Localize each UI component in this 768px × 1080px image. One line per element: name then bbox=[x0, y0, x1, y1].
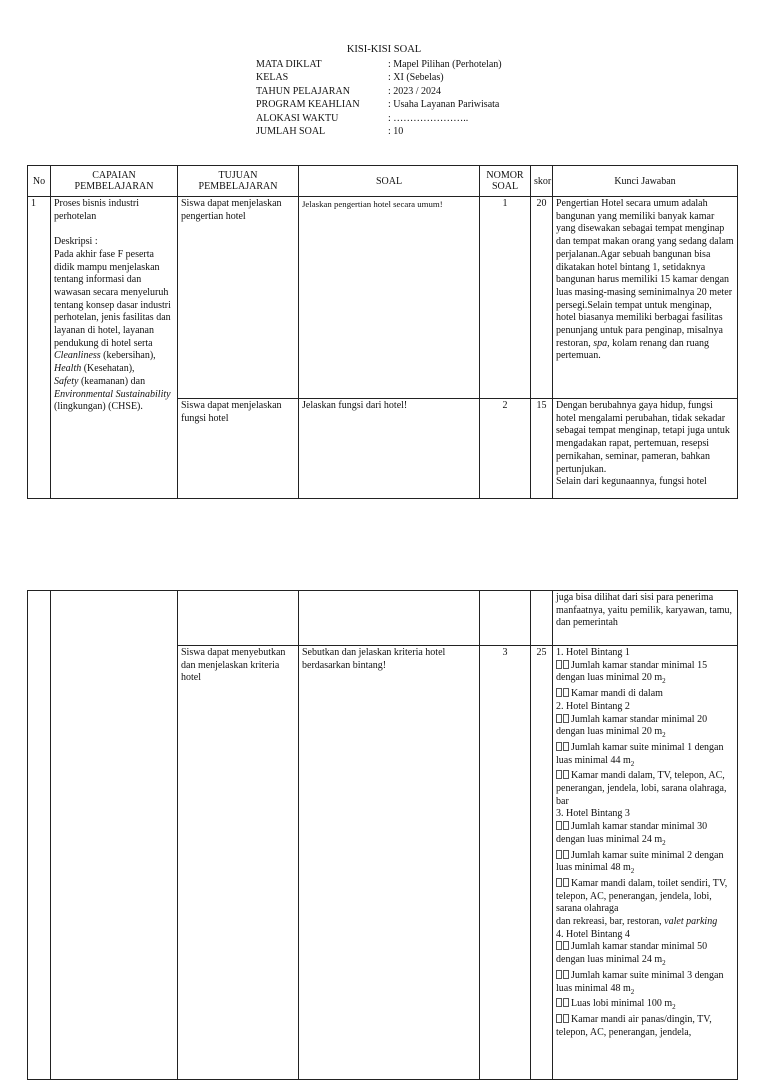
cell-tujuan: Siswa dapat menjelaskan fungsi hotel bbox=[178, 399, 299, 499]
criteria-line bbox=[556, 929, 734, 942]
meta-label: KELAS bbox=[256, 72, 289, 84]
meta-value: : Mapel Pilihan (Perhotelan) bbox=[388, 59, 502, 70]
criteria-text: Jumlah kamar standar minimal 15 dengan luas minimal 20 m bbox=[556, 659, 708, 684]
header-nomor-soal: NOMOR SOAL bbox=[480, 166, 531, 197]
criteria-italic: valet parking bbox=[664, 916, 718, 928]
criteria-text: Jumlah kamar standar minimal 30 dengan luas minimal 24 m bbox=[556, 821, 708, 845]
kisi-table-page-1 bbox=[27, 165, 738, 499]
criteria-line bbox=[556, 808, 734, 821]
cell-skor: 25 bbox=[531, 646, 553, 1080]
criteria-text: 2. Hotel Bintang 2 bbox=[556, 700, 630, 712]
criteria-text: 3. Hotel Bintang 3 bbox=[556, 808, 630, 820]
kunci-italic: spa, bbox=[593, 337, 610, 349]
meta-row bbox=[256, 112, 502, 125]
meta-value: : ………………….. bbox=[388, 112, 469, 124]
bullet-box-icon bbox=[556, 714, 570, 727]
cell-capaian bbox=[51, 197, 178, 499]
cell-soal: Jelaskan fungsi dari hotel! bbox=[299, 399, 480, 499]
bullet-box-icon bbox=[556, 742, 570, 755]
criteria-text: Kamar mandi air panas/dingin, TV, telepon, AC, penerangan, jendela, bbox=[556, 1013, 712, 1038]
criteria-subscript: 2 bbox=[672, 1003, 676, 1012]
cell-kunci bbox=[553, 197, 738, 399]
meta-value: : 10 bbox=[388, 126, 404, 138]
criteria-line bbox=[556, 998, 734, 1014]
cell-no: 1 bbox=[28, 197, 51, 499]
criteria-line bbox=[556, 850, 734, 878]
meta-label: ALOKASI WAKTU bbox=[256, 112, 339, 124]
kunci-text: Dengan berubahnya gaya hidup, fungsi hotel mengalami perubahan, tidak sekadar sebagai tempat menginap, tetapi juga untuk mengadakan rapat, pertemuan, resepsi pernikahan, seminar, pameran, bahkan pertunjukan. bbox=[556, 400, 730, 475]
criteria-line bbox=[556, 916, 734, 929]
capaian-term-desc: (kebersihan), bbox=[100, 350, 156, 362]
cell-skor: 15 bbox=[531, 399, 553, 499]
cell-kunci: juga bisa dilihat dari sisi para penerima manfaatnya, yaitu pemilik, karyawan, tamu, dan pemerintah bbox=[553, 591, 738, 646]
cell-soal: Jelaskan pengertian hotel secara umum! bbox=[299, 197, 480, 399]
criteria-text: Kamar mandi dalam, TV, telepon, AC, penerangan, jendela, lobi, sarana olahraga, bar bbox=[556, 770, 727, 807]
cell-soal: Sebutkan dan jelaskan kriteria hotel berdasarkan bintang! bbox=[299, 646, 480, 1080]
criteria-subscript: 2 bbox=[662, 959, 666, 968]
cell-skor: 20 bbox=[531, 197, 553, 399]
header-tujuan: TUJUAN PEMBELAJARAN bbox=[178, 166, 299, 197]
cell-capaian bbox=[51, 591, 178, 1080]
meta-row bbox=[256, 58, 502, 71]
meta-row bbox=[256, 71, 502, 84]
document-title: KISI-KISI SOAL bbox=[346, 44, 422, 55]
bullet-box-icon bbox=[556, 660, 570, 673]
capaian-deskripsi-label: Deskripsi : bbox=[54, 236, 98, 248]
header-no: No bbox=[28, 166, 51, 197]
meta-row bbox=[256, 98, 502, 111]
cell-kunci bbox=[553, 646, 738, 1080]
criteria-text: Jumlah kamar suite minimal 3 dengan luas minimal 48 m bbox=[556, 969, 724, 994]
criteria-line bbox=[556, 688, 734, 701]
criteria-line bbox=[556, 878, 734, 916]
bullet-box-icon bbox=[556, 878, 570, 891]
bullet-box-icon bbox=[556, 970, 570, 983]
bullet-box-icon bbox=[556, 1014, 570, 1027]
kunci-text: Pengertian Hotel secara umum adalah bangunan yang memiliki banyak kamar yang disewakan sebagai tempat menginap dan tempat makan orang yang sedang dalam perjalanan.Agar sebuah bangunan bisa dikatakan hotel bintang 1, setidaknya bangunan harus memiliki 15 kamar dengan luas masing-masing seminimalnya 20 meter persegi.Selain tempat untuk menginap, hotel biasanya memiliki berbagai fasilitas penunjang untuk para penginap, misalnya restoran, bbox=[556, 198, 734, 349]
criteria-text: 4. Hotel Bintang 4 bbox=[556, 928, 630, 940]
capaian-term: Environmental Sustainability bbox=[54, 388, 171, 400]
meta-label: MATA DIKLAT bbox=[256, 59, 322, 70]
criteria-line bbox=[556, 941, 734, 969]
criteria-subscript: 2 bbox=[662, 838, 666, 847]
criteria-text: Jumlah kamar standar minimal 50 dengan luas minimal 24 m bbox=[556, 941, 708, 966]
criteria-subscript: 2 bbox=[662, 677, 666, 686]
meta-value: : 2023 / 2024 bbox=[388, 85, 442, 97]
criteria-line bbox=[556, 701, 734, 714]
header-skor: skor bbox=[531, 166, 553, 197]
criteria-line bbox=[556, 647, 734, 660]
bullet-box-icon bbox=[556, 770, 570, 783]
criteria-text: Jumlah kamar suite minimal 1 dengan luas minimal 44 m bbox=[556, 741, 724, 766]
table-row bbox=[28, 197, 738, 399]
meta-block bbox=[256, 58, 502, 138]
bullet-box-icon bbox=[556, 821, 570, 834]
table-header-row bbox=[28, 166, 738, 197]
criteria-text: Kamar mandi dalam, toilet sendiri, TV, telepon, AC, penerangan, jendela, lobi, sarana olahraga bbox=[556, 877, 728, 915]
criteria-line bbox=[556, 821, 734, 849]
criteria-text: dan rekreasi, bar, restoran, bbox=[556, 916, 665, 928]
criteria-text: Jumlah kamar suite minimal 2 dengan luas minimal 48 m bbox=[556, 849, 724, 874]
cell-nomor: 2 bbox=[480, 399, 531, 499]
criteria-subscript: 2 bbox=[630, 759, 635, 768]
criteria-line bbox=[556, 1014, 734, 1039]
header-soal: SOAL bbox=[299, 166, 480, 197]
bullet-box-icon bbox=[556, 998, 570, 1011]
capaian-term: Cleanliness bbox=[54, 350, 101, 362]
criteria-subscript: 2 bbox=[662, 731, 666, 740]
meta-label: PROGRAM KEAHLIAN bbox=[256, 99, 360, 111]
criteria-line bbox=[556, 714, 734, 742]
cell-nomor: 1 bbox=[480, 197, 531, 399]
capaian-title: Proses bisnis industri perhotelan bbox=[54, 198, 140, 222]
cell-nomor: 3 bbox=[480, 646, 531, 1080]
meta-label: TAHUN PELAJARAN bbox=[256, 85, 350, 97]
cell-soal bbox=[299, 591, 480, 646]
kunci-text: kolam renang dan ruang pertemuan. bbox=[556, 337, 710, 362]
kunci-text: Selain dari kegunaannya, fungsi hotel bbox=[556, 476, 707, 488]
capaian-deskripsi-text: Pada akhir fase F peserta didik mampu menjelaskan tentang informasi dan wawasan secara menyeluruh tentang konsep dasar industri perhotelan, jenis fasilitas dan layanan di hotel, layanan pendukung di hotel serta bbox=[54, 248, 171, 349]
criteria-subscript: 2 bbox=[630, 867, 635, 876]
kunci-criteria-list bbox=[556, 647, 734, 1039]
meta-label: JUMLAH SOAL bbox=[256, 126, 326, 138]
meta-row bbox=[256, 125, 502, 138]
criteria-line bbox=[556, 970, 734, 998]
bullet-box-icon bbox=[556, 688, 570, 701]
capaian-term-desc: (Kesehatan), bbox=[81, 363, 135, 375]
header-kunci-jawaban: Kunci Jawaban bbox=[553, 166, 738, 197]
cell-kunci bbox=[553, 399, 738, 499]
criteria-text: Kamar mandi di dalam bbox=[571, 688, 663, 700]
kisi-table-page-2 bbox=[27, 590, 738, 1080]
capaian-term: Health bbox=[54, 363, 82, 375]
cell-tujuan: Siswa dapat menyebutkan dan menjelaskan kriteria hotel bbox=[178, 646, 299, 1080]
criteria-subscript: 2 bbox=[630, 987, 635, 996]
cell-tujuan: Siswa dapat menjelaskan pengertian hotel bbox=[178, 197, 299, 399]
bullet-box-icon bbox=[556, 850, 570, 863]
capaian-term: Safety bbox=[54, 375, 79, 387]
table-row bbox=[28, 591, 738, 646]
capaian-term-desc: (keamanan) dan bbox=[78, 375, 146, 387]
meta-value: : Usaha Layanan Pariwisata bbox=[388, 99, 500, 111]
criteria-text: Luas lobi minimal 100 m bbox=[571, 998, 673, 1010]
criteria-line bbox=[556, 660, 734, 688]
cell-tujuan bbox=[178, 591, 299, 646]
meta-row bbox=[256, 85, 502, 98]
criteria-line bbox=[556, 742, 734, 770]
header-capaian: CAPAIAN PEMBELAJARAN bbox=[51, 166, 178, 197]
cell-nomor bbox=[480, 591, 531, 646]
capaian-term-desc: (lingkungan) (CHSE). bbox=[54, 401, 143, 413]
cell-no bbox=[28, 591, 51, 1080]
criteria-line bbox=[556, 770, 734, 808]
cell-skor bbox=[531, 591, 553, 646]
bullet-box-icon bbox=[556, 941, 570, 954]
criteria-text: 1. Hotel Bintang 1 bbox=[556, 647, 630, 658]
criteria-text: Jumlah kamar standar minimal 20 dengan luas minimal 20 m bbox=[556, 713, 708, 738]
meta-value: : XI (Sebelas) bbox=[388, 72, 444, 84]
